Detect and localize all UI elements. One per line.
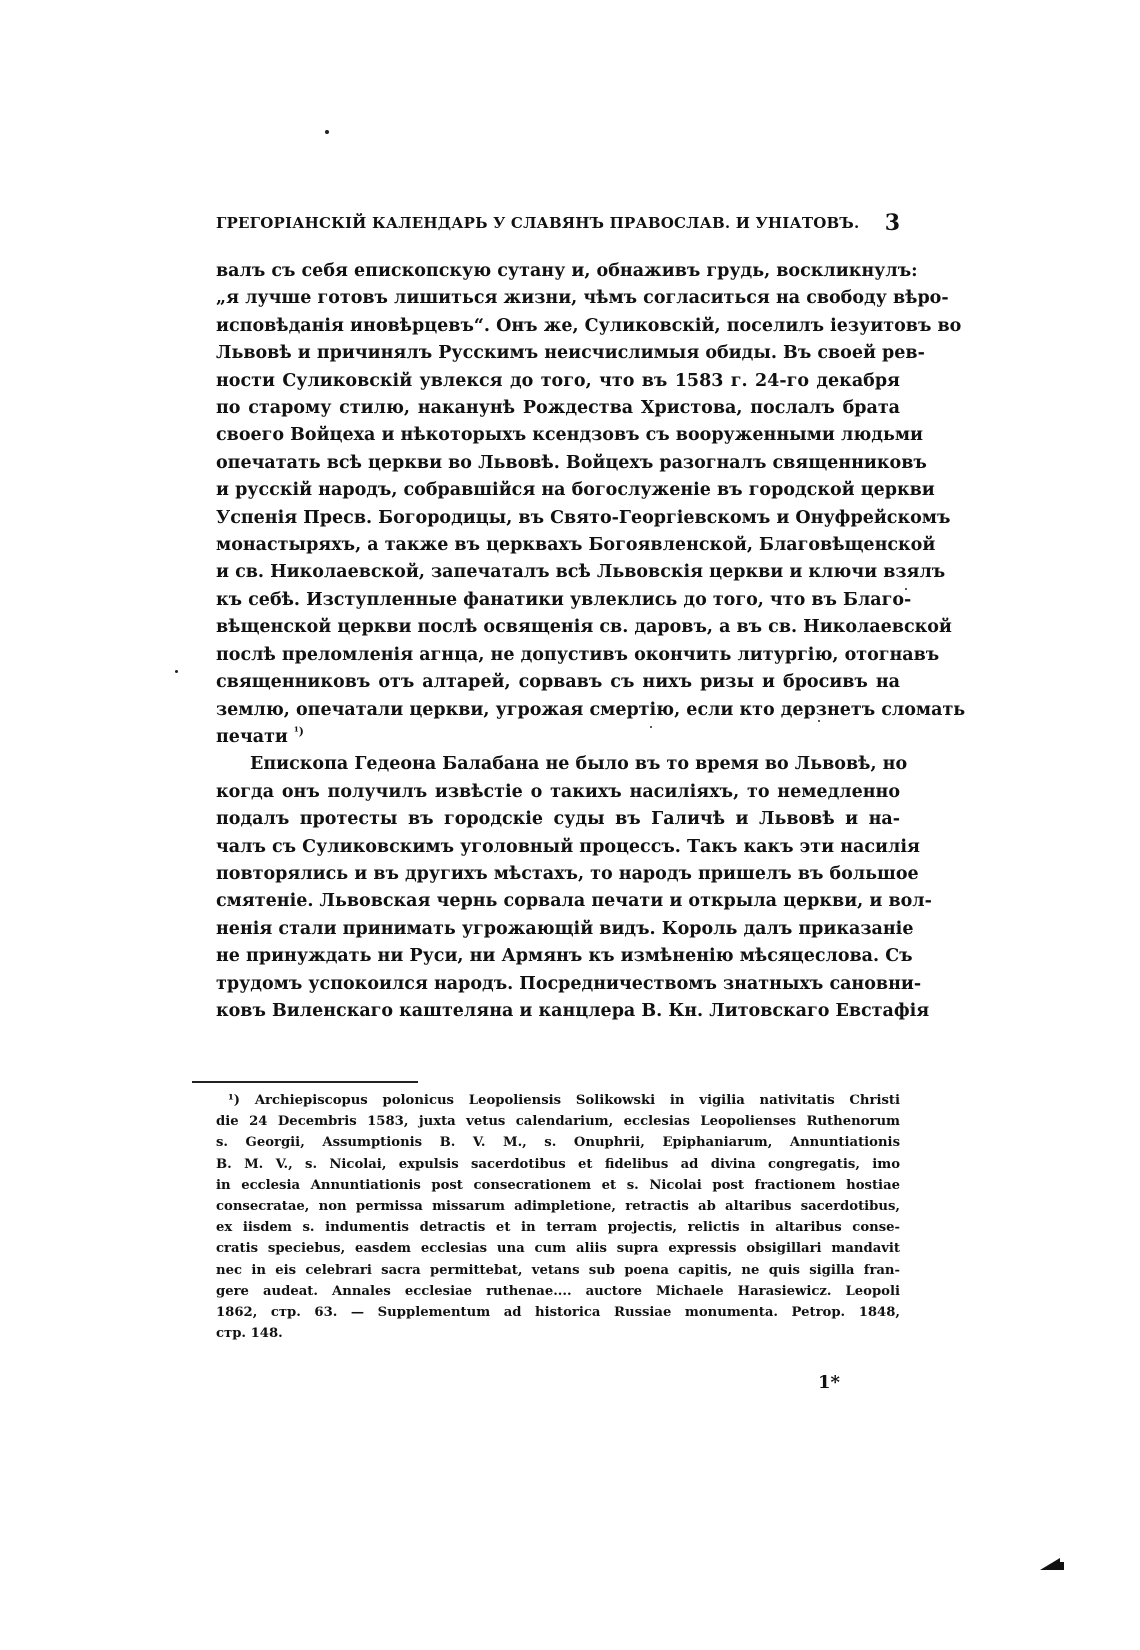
scan-corner-icon [1040, 1558, 1060, 1570]
running-header [216, 210, 900, 240]
footnote-line: B. M. V., s. Nicolai, expulsis sacerdotibus et fidelibus ad divina congregatis, imo [216, 1156, 900, 1172]
footnote-line: nec in eis celebrari sacra permittebat, vetans sub poena capitis, ne quis sigilla fran- [216, 1262, 900, 1278]
text-line: и русскій народъ, собравшійся на богослуженіе въ городской церкви [216, 480, 935, 501]
text-line: землю, опечатали церкви, угрожая смертію, если кто дерзнетъ сломать [216, 699, 966, 720]
footnote-line: стр. 148. [216, 1326, 283, 1342]
text-line: священниковъ отъ алтарей, сорвавъ съ нихъ ризы и бросивъ на [216, 672, 900, 693]
text-line: смятеніе. Львовская чернь сорвала печати и открыла церкви, и вол- [216, 891, 932, 912]
footnote-reference[interactable]: ¹) [294, 725, 304, 739]
text-line: Львовѣ и причинялъ Русскимъ неисчислимыя обиды. Въ своей рев- [216, 343, 925, 364]
footnote-line: s. Georgii, Assumptionis B. V. M., s. Onuphrii, Epiphaniarum, Annuntiationis [216, 1135, 900, 1151]
text-line: ности Суликовскій увлекся до того, что въ 1583 г. 24-го декабря [216, 370, 900, 391]
footnote-line: in ecclesia Annuntiationis post consecrationem et s. Nicolai post fractionem hostiae [216, 1177, 900, 1193]
text-line: своего Войцеха и нѣкоторыхъ ксендзовъ съ вооруженными людьми [216, 425, 923, 446]
running-header-title: ГРЕГОРІАНСКІЙ КАЛЕНДАРЬ У СЛАВЯНЪ ПРАВОСЛАВ. И УНІАТОВЪ. [216, 214, 860, 232]
text-line: исповѣданія иновѣрцевъ“. Онъ же, Суликовскій, поселилъ іезуитовъ во [216, 315, 962, 336]
text-line: ковъ Виленскаго каштеляна и канцлера В. Кн. Литовскаго Евстафія [216, 1000, 930, 1021]
text-line: ненія стали принимать угрожающій видъ. Король далъ приказаніе [216, 918, 914, 939]
print-speck [175, 670, 178, 673]
text-line: трудомъ успокоился народъ. Посредничествомъ знатныхъ сановни- [216, 973, 922, 994]
text-line: чалъ съ Суликовскимъ уголовный процессъ. Такъ какъ эти насилія [216, 836, 920, 857]
text-line: монастыряхъ, а также въ церквахъ Богоявленской, Благовѣщенской [216, 535, 936, 556]
main-text [216, 258, 966, 1025]
footnote-line: ex iisdem s. indumentis detractis et in terram projectis, relictis in altaribus conse- [216, 1220, 900, 1236]
paragraph-end-text: печати [216, 726, 288, 747]
print-speck [325, 130, 329, 134]
footnote-line: consecratae, non permissa missarum adimpletione, retractis ab altaribus sacerdotibus, [216, 1199, 900, 1215]
text-line: повторялись и въ другихъ мѣстахъ, то народъ пришелъ въ большое [216, 863, 919, 884]
text-line: къ себѣ. Изступленные фанатики увлеклись до того, что въ Благо- [216, 589, 912, 610]
text-line: послѣ преломленія агнца, не допустивъ окончить литургію, отогнавъ [216, 644, 940, 665]
footnote-line: die 24 Decembris 1583, juxta vetus calendarium, ecclesias Leopolienses Ruthenorum [216, 1114, 900, 1130]
paragraph-end-line [216, 724, 900, 751]
text-line: Епископа Гедеона Балабана не было въ то время во Львовѣ, но [250, 754, 908, 775]
footnote-line: 1862, стр. 63. — Supplementum ad historica Russiae monumenta. Petrop. 1848, [216, 1305, 900, 1321]
text-line: валъ съ себя епископскую сутану и, обнаживъ грудь, воскликнулъ: [216, 261, 918, 281]
footnote [216, 1090, 900, 1344]
footnote-marker: ¹) [228, 1093, 241, 1108]
text-line: „я лучше готовъ лишиться жизни, чѣмъ согласиться на свободу вѣро- [216, 288, 949, 309]
footnote-line [216, 1090, 900, 1111]
text-line: опечатать всѣ церкви во Львовѣ. Войцехъ разогналъ священниковъ [216, 452, 927, 473]
text-line: вѣщенской церкви послѣ освященія св. даровъ, а въ св. Николаевской [216, 617, 952, 638]
footnote-divider [192, 1081, 418, 1083]
page-number: 3 [884, 210, 900, 236]
footnote-line: gere audeat. Annales ecclesiae ruthenae.... auctore Michaele Harasiewicz. Leopoli [216, 1283, 900, 1299]
text-line: когда онъ получилъ извѣстіе о такихъ насиліяхъ, то немедленно [216, 781, 900, 802]
text-line: и св. Николаевской, запечаталъ всѣ Львовскія церкви и ключи взялъ [216, 562, 946, 583]
footnote-line: cratis speciebus, easdem ecclesias una cum aliis supra expressis obsigillari mandavit [216, 1241, 900, 1257]
printer-signature-mark: 1* [818, 1372, 840, 1393]
text-line: по старому стилю, наканунѣ Рождества Христова, послалъ брата [216, 398, 900, 419]
footnote-line-text: Archiepiscopus polonicus Leopoliensis Solikowski in vigilia nativitatis Christi [254, 1093, 900, 1108]
text-line: подалъ протесты въ городскіе суды въ Галичѣ и Львовѣ и на- [216, 809, 900, 830]
text-line: Успенія Пресв. Богородицы, въ Свято-Георгіевскомъ и Онуфрейскомъ [216, 507, 951, 528]
text-line: не принуждать ни Руси, ни Армянъ къ измѣненію мѣсяцеслова. Съ [216, 946, 913, 967]
